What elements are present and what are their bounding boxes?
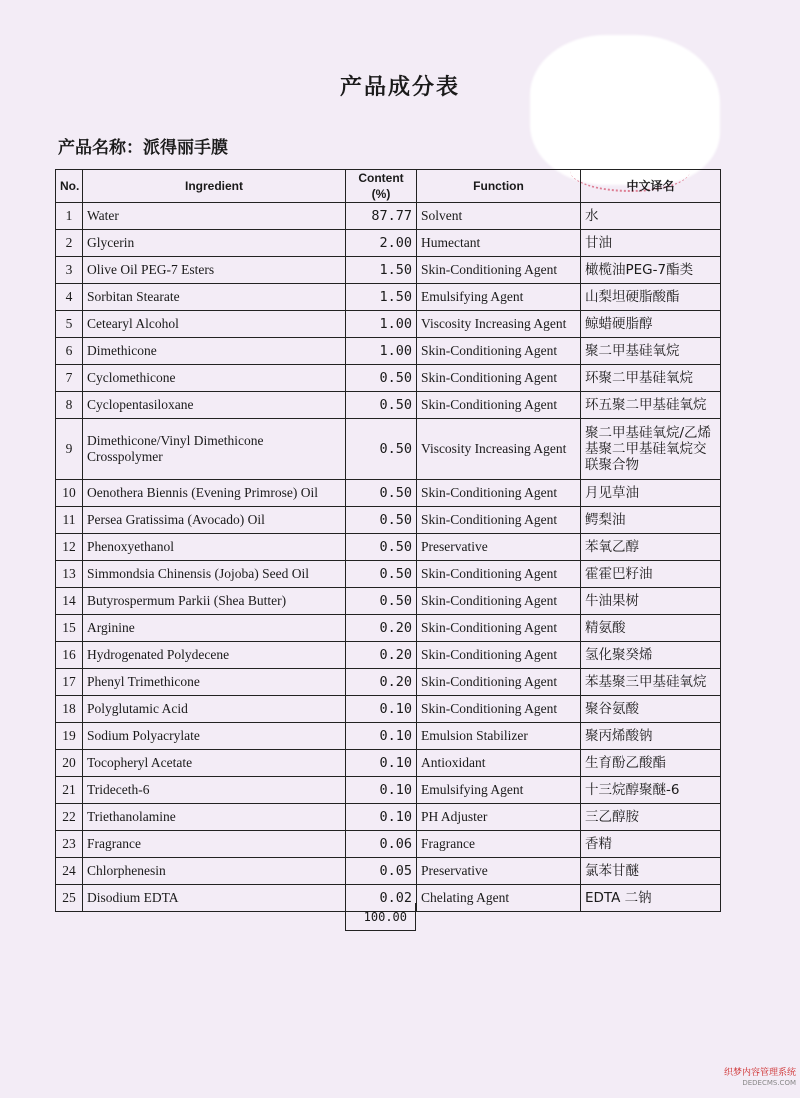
row-ingredient: Phenyl Trimethicone bbox=[83, 669, 346, 696]
row-content: 0.20 bbox=[346, 669, 417, 696]
row-no: 5 bbox=[56, 311, 83, 338]
row-ingredient: Arginine bbox=[83, 615, 346, 642]
page-title: 产品成分表 bbox=[339, 75, 460, 100]
row-no: 1 bbox=[56, 203, 83, 230]
row-cn-name: 苯氧乙醇 bbox=[581, 534, 721, 561]
row-function: Preservative bbox=[417, 858, 581, 885]
table-row bbox=[56, 203, 721, 230]
row-function: Skin-Conditioning Agent bbox=[417, 392, 581, 419]
row-content: 0.50 bbox=[346, 561, 417, 588]
table-row bbox=[56, 311, 721, 338]
watermark-line2: DEDECMS.COM bbox=[742, 1079, 796, 1087]
row-no: 22 bbox=[56, 804, 83, 831]
row-cn-name: 精氨酸 bbox=[581, 615, 721, 642]
row-no: 23 bbox=[56, 831, 83, 858]
row-cn-name: 甘油 bbox=[581, 230, 721, 257]
row-function: Chelating Agent bbox=[417, 885, 581, 912]
header-cn-name: 中文译名 bbox=[581, 170, 721, 203]
table-row bbox=[56, 338, 721, 365]
row-ingredient: Dimethicone/Vinyl Dimethicone Crosspolymer bbox=[83, 419, 346, 480]
row-content: 0.20 bbox=[346, 642, 417, 669]
row-function: Skin-Conditioning Agent bbox=[417, 480, 581, 507]
row-ingredient: Persea Gratissima (Avocado) Oil bbox=[83, 507, 346, 534]
table-row bbox=[56, 804, 721, 831]
row-cn-name: 聚二甲基硅氧烷/乙烯基聚二甲基硅氧烷交联聚合物 bbox=[581, 419, 721, 480]
row-no: 16 bbox=[56, 642, 83, 669]
row-no: 4 bbox=[56, 284, 83, 311]
table-row bbox=[56, 615, 721, 642]
row-function: Fragrance bbox=[417, 831, 581, 858]
row-content: 0.50 bbox=[346, 365, 417, 392]
row-function: Skin-Conditioning Agent bbox=[417, 507, 581, 534]
row-function: Skin-Conditioning Agent bbox=[417, 257, 581, 284]
row-no: 17 bbox=[56, 669, 83, 696]
row-function: Emulsion Stabilizer bbox=[417, 723, 581, 750]
row-content: 2.00 bbox=[346, 230, 417, 257]
row-function: Emulsifying Agent bbox=[417, 284, 581, 311]
row-ingredient: Sorbitan Stearate bbox=[83, 284, 346, 311]
table-row bbox=[56, 419, 721, 480]
row-cn-name: 聚谷氨酸 bbox=[581, 696, 721, 723]
table-row bbox=[56, 507, 721, 534]
row-cn-name: 环聚二甲基硅氧烷 bbox=[581, 365, 721, 392]
row-ingredient: Fragrance bbox=[83, 831, 346, 858]
row-no: 21 bbox=[56, 777, 83, 804]
table-row bbox=[56, 534, 721, 561]
row-ingredient: Cetearyl Alcohol bbox=[83, 311, 346, 338]
row-content: 0.50 bbox=[346, 480, 417, 507]
table-header-row bbox=[56, 170, 721, 203]
row-cn-name: 聚二甲基硅氧烷 bbox=[581, 338, 721, 365]
row-cn-name: 月见草油 bbox=[581, 480, 721, 507]
row-no: 14 bbox=[56, 588, 83, 615]
table-row bbox=[56, 480, 721, 507]
row-cn-name: 鲸蜡硬脂醇 bbox=[581, 311, 721, 338]
row-cn-name: 生育酚乙酸酯 bbox=[581, 750, 721, 777]
ingredient-table bbox=[55, 169, 721, 912]
row-ingredient: Disodium EDTA bbox=[83, 885, 346, 912]
row-content: 1.00 bbox=[346, 311, 417, 338]
row-no: 19 bbox=[56, 723, 83, 750]
row-function: Solvent bbox=[417, 203, 581, 230]
row-content: 0.50 bbox=[346, 507, 417, 534]
row-cn-name: 氯苯甘醚 bbox=[581, 858, 721, 885]
row-cn-name: 水 bbox=[581, 203, 721, 230]
row-content: 0.10 bbox=[346, 804, 417, 831]
row-function: Skin-Conditioning Agent bbox=[417, 669, 581, 696]
row-ingredient: Triethanolamine bbox=[83, 804, 346, 831]
row-content: 0.10 bbox=[346, 723, 417, 750]
row-no: 20 bbox=[56, 750, 83, 777]
table-row bbox=[56, 365, 721, 392]
row-function: Preservative bbox=[417, 534, 581, 561]
row-content: 0.06 bbox=[346, 831, 417, 858]
total-content: 100.00 bbox=[345, 903, 416, 931]
row-content: 1.50 bbox=[346, 284, 417, 311]
row-no: 24 bbox=[56, 858, 83, 885]
row-ingredient: Olive Oil PEG-7 Esters bbox=[83, 257, 346, 284]
row-content: 87.77 bbox=[346, 203, 417, 230]
row-no: 3 bbox=[56, 257, 83, 284]
row-no: 11 bbox=[56, 507, 83, 534]
row-ingredient: Water bbox=[83, 203, 346, 230]
table-row bbox=[56, 392, 721, 419]
row-cn-name: 香精 bbox=[581, 831, 721, 858]
header-ingredient: Ingredient bbox=[83, 170, 346, 203]
table-row bbox=[56, 230, 721, 257]
watermark bbox=[724, 1068, 796, 1088]
row-function: PH Adjuster bbox=[417, 804, 581, 831]
row-function: Skin-Conditioning Agent bbox=[417, 365, 581, 392]
row-content: 0.50 bbox=[346, 392, 417, 419]
row-cn-name: 三乙醇胺 bbox=[581, 804, 721, 831]
row-content: 1.00 bbox=[346, 338, 417, 365]
row-ingredient: Hydrogenated Polydecene bbox=[83, 642, 346, 669]
row-cn-name: 牛油果树 bbox=[581, 588, 721, 615]
row-no: 7 bbox=[56, 365, 83, 392]
row-cn-name: 苯基聚三甲基硅氧烷 bbox=[581, 669, 721, 696]
row-ingredient: Phenoxyethanol bbox=[83, 534, 346, 561]
table-row bbox=[56, 723, 721, 750]
table-row bbox=[56, 561, 721, 588]
row-no: 9 bbox=[56, 419, 83, 480]
row-content: 0.50 bbox=[346, 588, 417, 615]
row-function: Viscosity Increasing Agent bbox=[417, 419, 581, 480]
row-cn-name: 霍霍巴籽油 bbox=[581, 561, 721, 588]
watermark-line1: 织梦内容管理系统 bbox=[723, 1068, 796, 1078]
row-content: 0.05 bbox=[346, 858, 417, 885]
row-function: Skin-Conditioning Agent bbox=[417, 588, 581, 615]
row-cn-name: 环五聚二甲基硅氧烷 bbox=[581, 392, 721, 419]
row-ingredient: Simmondsia Chinensis (Jojoba) Seed Oil bbox=[83, 561, 346, 588]
row-content: 0.50 bbox=[346, 419, 417, 480]
row-function: Skin-Conditioning Agent bbox=[417, 561, 581, 588]
row-content: 0.50 bbox=[346, 534, 417, 561]
row-no: 15 bbox=[56, 615, 83, 642]
row-ingredient: Polyglutamic Acid bbox=[83, 696, 346, 723]
row-function: Humectant bbox=[417, 230, 581, 257]
row-content: 0.10 bbox=[346, 750, 417, 777]
header-function: Function bbox=[417, 170, 581, 203]
row-function: Emulsifying Agent bbox=[417, 777, 581, 804]
row-ingredient: Dimethicone bbox=[83, 338, 346, 365]
table-row bbox=[56, 777, 721, 804]
table-row bbox=[56, 750, 721, 777]
row-ingredient: Trideceth-6 bbox=[83, 777, 346, 804]
row-ingredient: Tocopheryl Acetate bbox=[83, 750, 346, 777]
row-ingredient: Sodium Polyacrylate bbox=[83, 723, 346, 750]
header-content: Content (%) bbox=[346, 170, 417, 203]
product-name: 产品名称：派得丽手膜 bbox=[58, 138, 228, 158]
row-content: 0.20 bbox=[346, 615, 417, 642]
row-no: 13 bbox=[56, 561, 83, 588]
row-no: 18 bbox=[56, 696, 83, 723]
row-ingredient: Cyclomethicone bbox=[83, 365, 346, 392]
row-function: Skin-Conditioning Agent bbox=[417, 615, 581, 642]
row-function: Viscosity Increasing Agent bbox=[417, 311, 581, 338]
row-ingredient: Butyrospermum Parkii (Shea Butter) bbox=[83, 588, 346, 615]
row-cn-name: 聚丙烯酸钠 bbox=[581, 723, 721, 750]
row-function: Skin-Conditioning Agent bbox=[417, 338, 581, 365]
row-content: 0.10 bbox=[346, 777, 417, 804]
row-cn-name: 橄榄油PEG-7酯类 bbox=[581, 257, 721, 284]
table-row bbox=[56, 858, 721, 885]
table-row bbox=[56, 831, 721, 858]
table-row bbox=[56, 669, 721, 696]
table-row bbox=[56, 257, 721, 284]
row-no: 25 bbox=[56, 885, 83, 912]
row-no: 10 bbox=[56, 480, 83, 507]
row-content: 0.02 bbox=[346, 885, 417, 912]
table-row bbox=[56, 642, 721, 669]
header-no: No. bbox=[56, 170, 83, 203]
table-row bbox=[56, 284, 721, 311]
row-ingredient: Glycerin bbox=[83, 230, 346, 257]
row-no: 8 bbox=[56, 392, 83, 419]
row-content: 1.50 bbox=[346, 257, 417, 284]
row-cn-name: EDTA 二钠 bbox=[581, 885, 721, 912]
table-row bbox=[56, 696, 721, 723]
row-cn-name: 鳄梨油 bbox=[581, 507, 721, 534]
row-content: 0.10 bbox=[346, 696, 417, 723]
row-cn-name: 氢化聚癸烯 bbox=[581, 642, 721, 669]
row-no: 6 bbox=[56, 338, 83, 365]
row-cn-name: 十三烷醇聚醚-6 bbox=[581, 777, 721, 804]
row-cn-name: 山梨坦硬脂酸酯 bbox=[581, 284, 721, 311]
row-ingredient: Oenothera Biennis (Evening Primrose) Oil bbox=[83, 480, 346, 507]
row-ingredient: Chlorphenesin bbox=[83, 858, 346, 885]
row-function: Skin-Conditioning Agent bbox=[417, 642, 581, 669]
row-function: Skin-Conditioning Agent bbox=[417, 696, 581, 723]
row-no: 2 bbox=[56, 230, 83, 257]
row-function: Antioxidant bbox=[417, 750, 581, 777]
row-no: 12 bbox=[56, 534, 83, 561]
table-row bbox=[56, 588, 721, 615]
row-ingredient: Cyclopentasiloxane bbox=[83, 392, 346, 419]
